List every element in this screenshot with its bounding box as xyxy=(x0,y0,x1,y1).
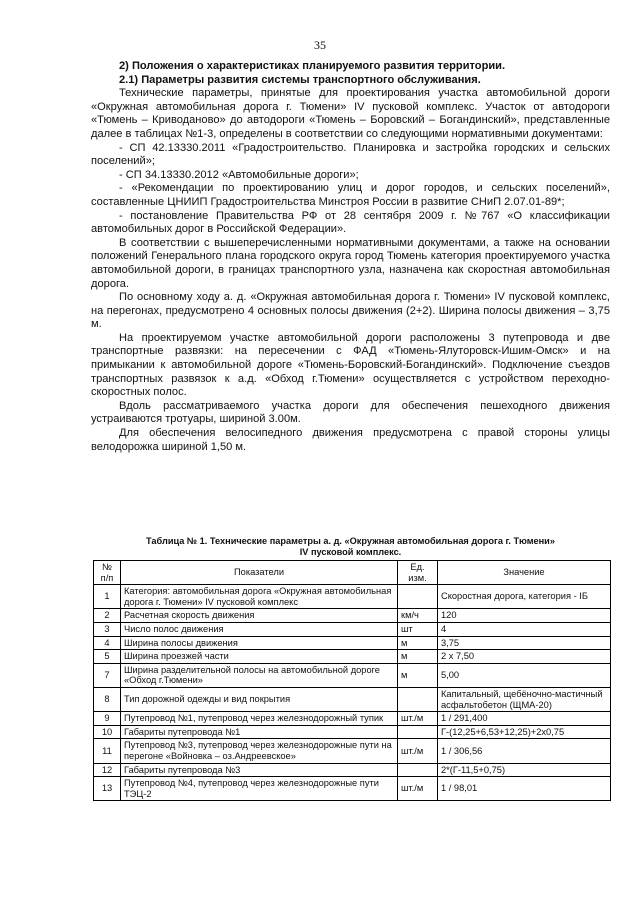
cell-value: 1 / 291,400 xyxy=(438,712,611,726)
parameters-table xyxy=(93,560,611,801)
table-row xyxy=(94,712,611,726)
cell-parameter: Путепровод №3, путепровод через железнодорожные пути на перегоне «Войновка – оз.Андреевское» xyxy=(121,739,398,763)
list-item: - СП 42.13330.2011 «Градостроительство. Планировка и застройка городских и сельских поселений»; xyxy=(91,141,610,168)
cell-unit: шт./м xyxy=(398,739,438,763)
cell-unit: км/ч xyxy=(398,609,438,623)
table-row xyxy=(94,687,611,711)
cell-unit xyxy=(398,687,438,711)
list-item: - СП 34.13330.2012 «Автомобильные дороги»; xyxy=(119,168,359,181)
cell-unit: шт./м xyxy=(398,777,438,801)
table-row xyxy=(94,739,611,763)
cell-parameter: Габариты путепровода №1 xyxy=(121,725,398,739)
cell-number: 13 xyxy=(94,777,121,801)
cell-value: 120 xyxy=(438,609,611,623)
cell-unit: шт xyxy=(398,622,438,636)
cell-unit: шт./м xyxy=(398,712,438,726)
cell-unit: м xyxy=(398,636,438,650)
cell-parameter: Ширина разделительной полосы на автомобильной дороге «Обход г.Тюмени» xyxy=(121,663,398,687)
cell-unit xyxy=(398,725,438,739)
table-caption xyxy=(91,536,610,559)
cell-value: 2*(Г-11,5+0,75) xyxy=(438,763,611,777)
column-header: Ед. изм. xyxy=(398,561,438,585)
cell-parameter: Тип дорожной одежды и вид покрытия xyxy=(121,687,398,711)
cell-number: 9 xyxy=(94,712,121,726)
cell-parameter: Путепровод №4, путепровод через железнодорожные пути ТЭЦ-2 xyxy=(121,777,398,801)
table-row xyxy=(94,777,611,801)
paragraph: Вдоль рассматриваемого участка дороги для обеспечения пешеходного движения устраиваются тротуары, шириной 3.00м. xyxy=(91,399,610,426)
cell-unit: м xyxy=(398,663,438,687)
column-header: Показатели xyxy=(121,561,398,585)
paragraph: В соответствии с вышеперечисленными нормативными документами, а также на основании положений Генерального плана городского округа город Тюмень категория проектируемого участка автомобильной дороги, в границах транспортного узла, назначена как скоростная автомобильная дорога. xyxy=(91,236,610,290)
table-header-row xyxy=(94,561,611,585)
cell-parameter: Расчетная скорость движения xyxy=(121,609,398,623)
table-caption-line: Таблица № 1. Технические параметры а. д. «Окружная автомобильная дорога г. Тюмени» xyxy=(146,536,555,546)
table-body xyxy=(94,585,611,801)
cell-unit: м xyxy=(398,650,438,664)
cell-number: 10 xyxy=(94,725,121,739)
cell-parameter: Ширина полосы движения xyxy=(121,636,398,650)
cell-unit xyxy=(398,763,438,777)
subsection-heading: 2.1) Параметры развития системы транспортного обслуживания. xyxy=(119,73,481,86)
table-row xyxy=(94,609,611,623)
table-row xyxy=(94,663,611,687)
cell-number: 5 xyxy=(94,650,121,664)
cell-number: 8 xyxy=(94,687,121,711)
table-row xyxy=(94,763,611,777)
cell-value: Г-(12,25+6,53+12,25)+2х0,75 xyxy=(438,725,611,739)
column-header: Значение xyxy=(438,561,611,585)
cell-parameter: Число полос движения xyxy=(121,622,398,636)
list-item: - постановление Правительства РФ от 28 сентября 2009 г. №767 «О классификации автомобильных дорог в Российской Федерации». xyxy=(91,209,610,236)
cell-number: 11 xyxy=(94,739,121,763)
page-number: 35 xyxy=(314,38,326,52)
cell-value: Капитальный, щебёночно-мастичный асфальтобетон (ЩМА-20) xyxy=(438,687,611,711)
column-header: № п/п xyxy=(94,561,121,585)
cell-value: 1 / 98,01 xyxy=(438,777,611,801)
list-item: - «Рекомендации по проектированию улиц и дорог городов, и сельских поселений», составленные ЦНИИП Градостроительства Минстроя России в развитие СНиП 2.07.01-89*; xyxy=(91,182,610,208)
table-row xyxy=(94,650,611,664)
table-caption-line: IV пусковой комплекс. xyxy=(299,547,402,558)
cell-number: 1 xyxy=(94,585,121,609)
paragraph: На проектируемом участке автомобильной дороги расположены 3 путепровода и две транспортные развязки: на пересечении с ФАД «Тюмень-Ялуторовск-Ишим-Омск» и на примыкании к автомобильной дороге «Тюмень-Боровский-Богандинский». Подключение съездов транспортных развязок к а.д. «Обход г.Тюмени» осуществляется с устройством переходно-скоростных полос. xyxy=(91,331,610,399)
body-text xyxy=(91,60,610,454)
cell-number: 4 xyxy=(94,636,121,650)
cell-value: Скоростная дорога, категория - IБ xyxy=(438,585,611,609)
table-row xyxy=(94,636,611,650)
cell-value: 4 xyxy=(438,622,611,636)
cell-value: 3,75 xyxy=(438,636,611,650)
cell-number: 12 xyxy=(94,763,121,777)
cell-number: 2 xyxy=(94,609,121,623)
cell-value: 2 х 7,50 xyxy=(438,650,611,664)
table-row xyxy=(94,725,611,739)
paragraph: Технические параметры, принятые для проектирования участка автомобильной дороги «Окружная автомобильная дорога г. Тюмени» IV пусковой комплекс. Участок от автодороги «Тюмень – Криводаново» до автодороги «Тюмень – Боровский – Богандинский», представленные далее в таблицах №1-3, определены в соответствии со следующими нормативными документами: xyxy=(91,87,610,140)
table-row xyxy=(94,622,611,636)
cell-number: 3 xyxy=(94,622,121,636)
cell-parameter: Ширина проезжей части xyxy=(121,650,398,664)
cell-unit xyxy=(398,585,438,609)
cell-parameter: Габариты путепровода №3 xyxy=(121,763,398,777)
table-row xyxy=(94,585,611,609)
cell-value: 1 / 306,56 xyxy=(438,739,611,763)
cell-parameter: Путепровод №1, путепровод через железнодорожный тупик xyxy=(121,712,398,726)
paragraph: По основному ходу а. д. «Окружная автомобильная дорога г. Тюмени» IV пусковой комплекс, на перегонах, предусмотрено 4 основных полосы движения (2+2). Ширина полосы движения – 3,75 м. xyxy=(91,291,610,331)
paragraph: Для обеспечения велосипедного движения предусмотрена с правой стороны улицы велодорожка шириной 1,50 м. xyxy=(91,427,610,453)
cell-value: 5,00 xyxy=(438,663,611,687)
cell-number: 7 xyxy=(94,663,121,687)
cell-parameter: Категория: автомобильная дорога «Окружная автомобильная дорога г. Тюмени» IV пусковой комплекс xyxy=(121,585,398,609)
section-heading: 2) Положения о характеристиках планируемого развития территории. xyxy=(119,60,506,72)
